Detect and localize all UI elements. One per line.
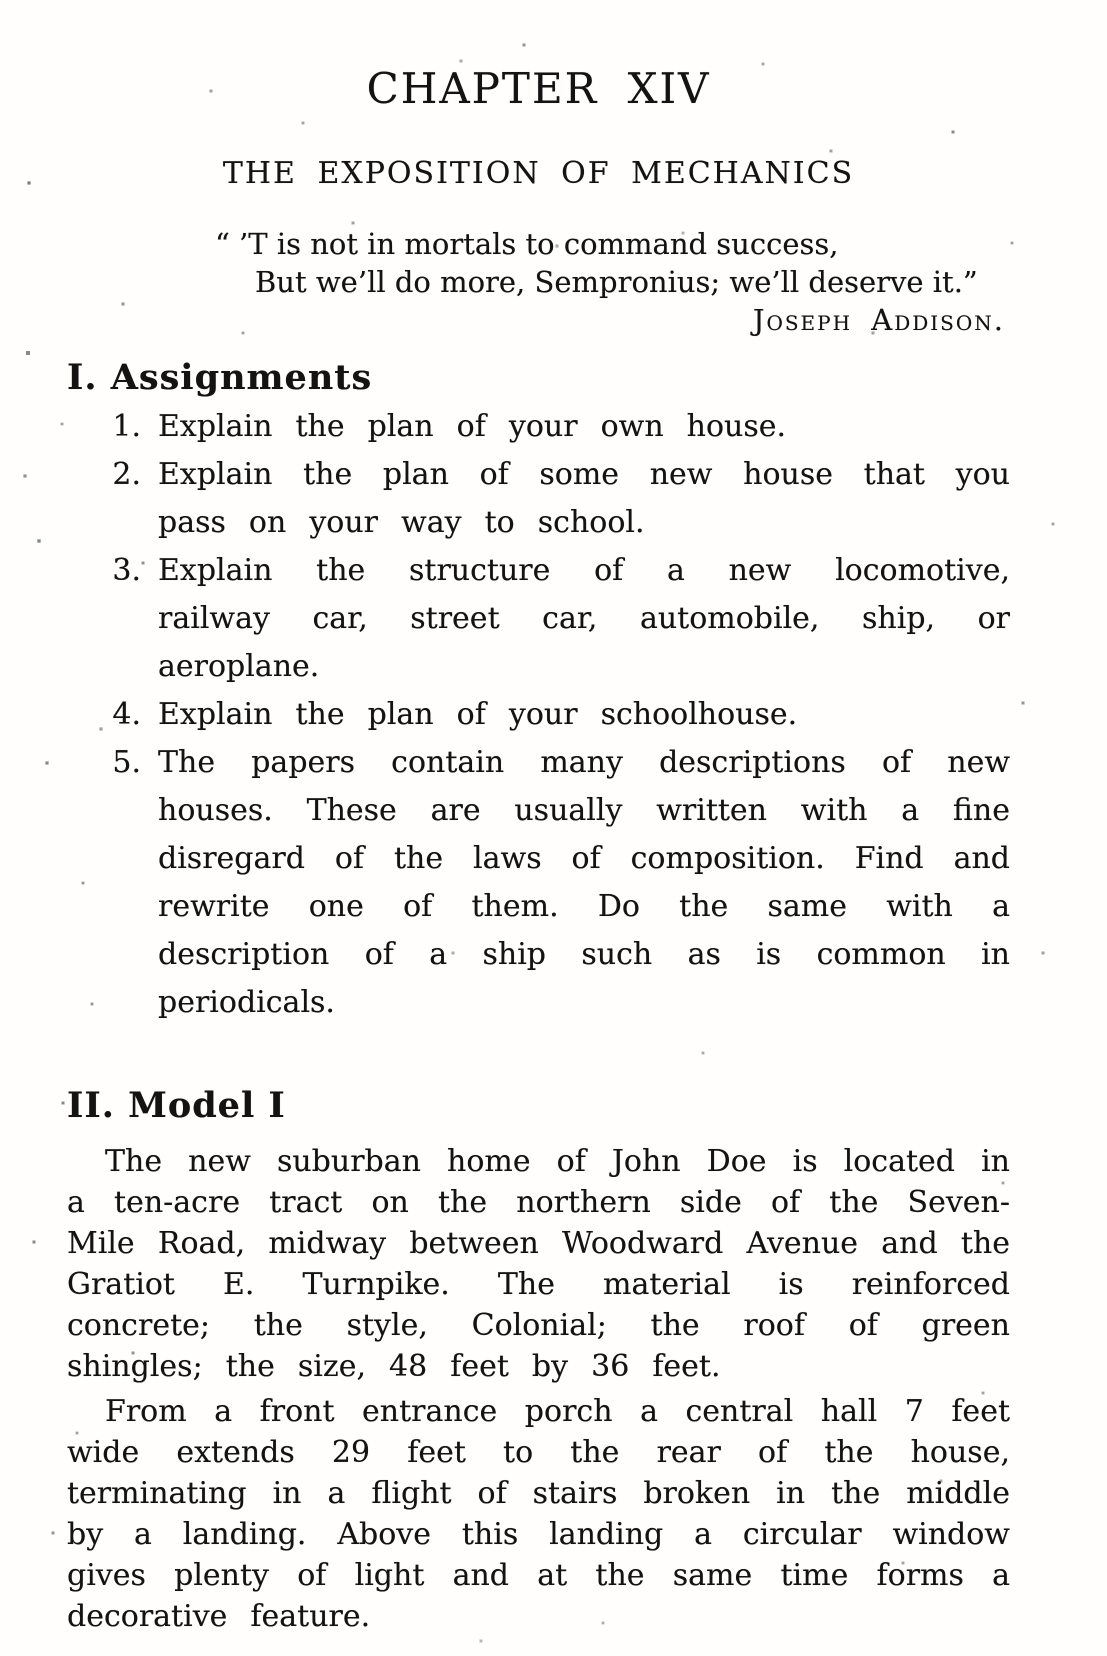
- model-heading: II. Model I: [67, 1085, 286, 1126]
- list-item-text: Explain the plan of your schoolhouse.: [158, 697, 798, 732]
- model-paragraph-2: From a front entrance porch a central hall 7 feet wide extends 29 feet to the rear of the house, terminating in a flight of stairs broken in the middle by a landing. Above this landing a circular window gives plenty of light and at the same time forms a decorative feature.: [67, 1394, 1010, 1634]
- list-item-text: The papers contain many descriptions of new houses. These are usually written with a fine disregard of the laws of composition. Find and rewrite one of them. Do the same with a description of a ship such as is common in periodicals.: [158, 745, 1010, 1020]
- list-item-number: 3.: [112, 553, 141, 588]
- chapter-subtitle: THE EXPOSITION OF MECHANICS: [222, 156, 855, 191]
- assignment-list: [67, 403, 1010, 1027]
- list-item: [67, 403, 1010, 451]
- section-assignments: [67, 355, 1010, 1027]
- list-item: [67, 739, 1010, 1027]
- epigraph: [67, 225, 1010, 339]
- list-item-number: 1.: [112, 409, 141, 444]
- list-item-number: 2.: [112, 457, 141, 492]
- list-item-number: 5.: [112, 745, 141, 780]
- list-item: [67, 451, 1010, 547]
- list-item-text: Explain the plan of some new house that you pass on your way to school.: [158, 457, 1010, 540]
- assignments-heading: I. Assignments: [67, 357, 373, 398]
- section-model: [67, 1083, 1010, 1637]
- list-item: [67, 547, 1010, 691]
- epigraph-attribution: Joseph Addison.: [752, 303, 1005, 337]
- list-item-number: 4.: [112, 697, 141, 732]
- list-item: [67, 691, 1010, 739]
- epigraph-line-2: But we’ll do more, Sempronius; we’ll deserve it.”: [255, 265, 978, 299]
- model-paragraph-1: The new suburban home of John Doe is located in a ten-acre tract on the northern side of the Seven-Mile Road, midway between Woodward Avenue and the Gratiot E. Turnpike. The material is reinforced concrete; the style, Colonial; the roof of green shingles; the size, 48 feet by 36 feet.: [67, 1144, 1010, 1384]
- epigraph-line-1: “ ’T is not in mortals to command success,: [215, 227, 839, 261]
- chapter-title: CHAPTER XIV: [366, 64, 711, 113]
- list-item-text: Explain the plan of your own house.: [158, 409, 787, 444]
- list-item-text: Explain the structure of a new locomotive, railway car, street car, automobile, ship, or aeroplane.: [158, 553, 1010, 684]
